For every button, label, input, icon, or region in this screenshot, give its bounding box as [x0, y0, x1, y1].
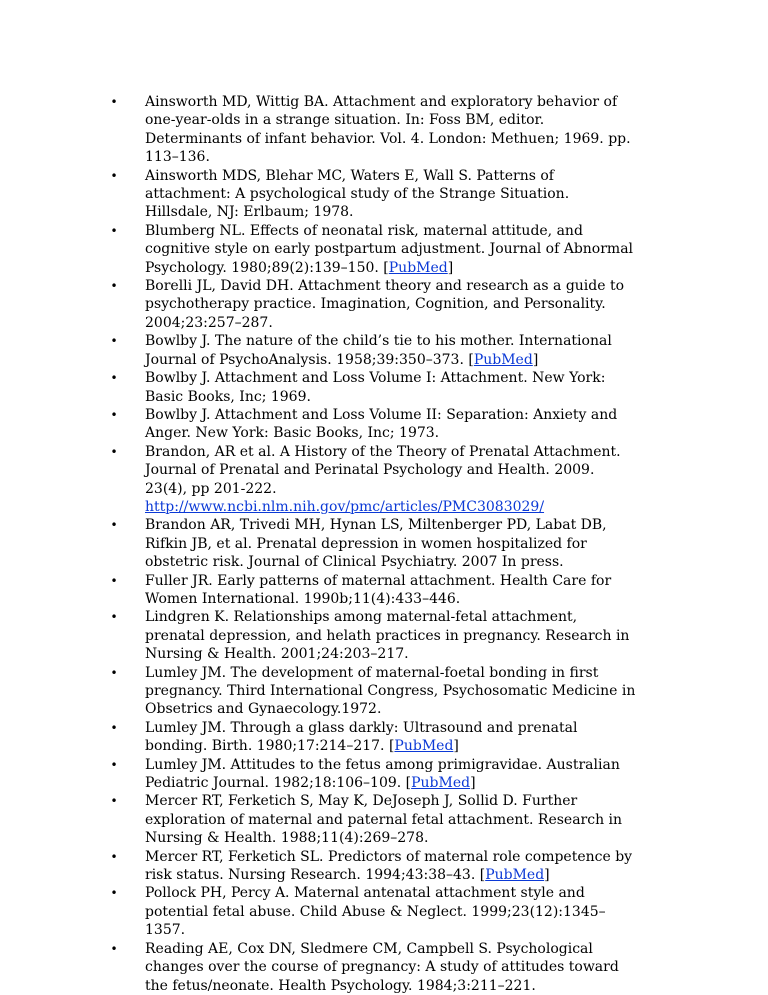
reference-item: [108, 369, 638, 406]
reference-text: Bowlby J. Attachment and Loss Volume I: Attachment. New York: Basic Books, Inc; 1969.: [145, 370, 606, 405]
bullet-icon: [108, 443, 120, 461]
reference-text: Pollock PH, Percy A. Maternal antenatal attachment style and potential fetal abuse. Child Abuse & Neglect. 1999;23(12):1345–1357.: [145, 885, 606, 939]
reference-text: Lumley JM. Through a glass darkly: Ultrasound and prenatal bonding. Birth. 1980;17:214–217. [: [145, 719, 578, 755]
bullet-icon: [108, 756, 120, 774]
bullet-icon: [108, 884, 120, 902]
reference-text: Ainsworth MD, Wittig BA. Attachment and exploratory behavior of one-year-olds in a strange situation. In: Foss BM, editor. Determinants of infant behavior. Vol. 4. London: Methuen; 1969. pp. 113–136.: [145, 94, 631, 166]
reference-text: Blumberg NL. Effects of neonatal risk, maternal attitude, and cognitive style on early postpartum adjustment. Journal of Abnormal Psychology. 1980;89(2):139–150. [: [145, 222, 634, 276]
bullet-icon: [108, 572, 120, 590]
bullet-icon: [108, 940, 120, 958]
reference-text-suffix: ]: [453, 738, 459, 755]
bullet-icon: [108, 664, 120, 682]
bullet-icon: [108, 369, 120, 387]
bullet-icon: [108, 516, 120, 534]
reference-item: [108, 664, 638, 719]
reference-item: [108, 756, 638, 793]
reference-text-suffix: ]: [470, 775, 476, 792]
bullet-icon: [108, 406, 120, 424]
reference-text: Fuller JR. Early patterns of maternal attachment. Health Care for Women International. 1990b;11(4):433–446.: [145, 572, 612, 607]
reference-item: [108, 848, 638, 885]
reference-text-suffix: ]: [532, 351, 539, 368]
reference-text-suffix: ]: [447, 259, 454, 276]
pubmed-link[interactable]: PubMed: [411, 775, 471, 792]
reference-text: Lindgren K. Relationships among maternal-fetal attachment, prenatal depression, and helath practices in pregnancy. Research in Nursing & Health. 2001;24:203–217.: [145, 609, 630, 663]
reference-item: [108, 940, 638, 995]
bullet-icon: [108, 608, 120, 626]
reference-item: [108, 516, 638, 571]
reference-item: [108, 443, 638, 517]
reference-text: Mercer RT, Ferketich SL. Predictors of maternal role competence by risk status. Nursing Research. 1994;43:38–43. [: [145, 848, 633, 884]
reference-text: Reading AE, Cox DN, Sledmere CM, Campbell S. Psychological changes over the course of pregnancy: A study of attitudes toward the fetus/neonate. Health Psychology. 1984;3:211–221.: [145, 940, 619, 994]
bullet-icon: [108, 332, 120, 350]
reference-text: Lumley JM. Attitudes to the fetus among primigravidae. Australian Pediatric Journal. 1982;18:106–109. [: [145, 756, 620, 792]
reference-list: [108, 93, 638, 995]
bullet-icon: [108, 167, 120, 185]
reference-item: [108, 167, 638, 222]
reference-text: Lumley JM. The development of maternal-foetal bonding in first pregnancy. Third International Congress, Psychosomatic Medicine in Obsetrics and Gynaecology.1972.: [145, 664, 636, 718]
bullet-icon: [108, 222, 120, 240]
reference-text: Brandon, AR et al. A History of the Theory of Prenatal Attachment. Journal of Prenatal and Perinatal Psychology and Health. 2009. 23(4), pp 201-222.: [145, 443, 621, 497]
pubmed-link[interactable]: PubMed: [394, 738, 454, 755]
reference-item: [108, 277, 638, 332]
article-url-link[interactable]: http://www.ncbi.nlm.nih.gov/pmc/articles/PMC3083029/: [145, 498, 545, 515]
reference-item: [108, 93, 638, 167]
reference-item: [108, 572, 638, 609]
reference-text: Mercer RT, Ferketich S, May K, DeJoseph J, Sollid D. Further exploration of maternal and paternal fetal attachment. Research in Nursing & Health. 1988;11(4):269–278.: [145, 793, 623, 847]
reference-item: [108, 884, 638, 939]
reference-text: Ainsworth MDS, Blehar MC, Waters E, Wall S. Patterns of attachment: A psychological study of the Strange Situation. Hillsdale, NJ: Erlbaum; 1978.: [145, 167, 570, 221]
reference-text: Borelli JL, David DH. Attachment theory and research as a guide to psychotherapy practice. Imagination, Cognition, and Personality. 2004;23:257–287.: [145, 278, 625, 331]
pubmed-link[interactable]: PubMed: [388, 259, 448, 276]
reference-item: [108, 719, 638, 756]
reference-text: Bowlby J. Attachment and Loss Volume II: Separation: Anxiety and Anger. New York: Basic Books, Inc; 1973.: [145, 406, 618, 442]
reference-text: Bowlby J. The nature of the child’s tie to his mother. International Journal of PsychoAnalysis. 1958;39:350–373. [: [145, 333, 612, 368]
bullet-icon: [108, 93, 120, 111]
bullet-icon: [108, 277, 120, 295]
pubmed-link[interactable]: PubMed: [473, 351, 533, 368]
bullet-icon: [108, 792, 120, 810]
reference-item: [108, 792, 638, 847]
reference-text-suffix: ]: [544, 867, 550, 884]
reference-item: [108, 332, 638, 369]
reference-item: [108, 608, 638, 663]
reference-text: Brandon AR, Trivedi MH, Hynan LS, Miltenberger PD, Labat DB, Rifkin JB, et al. Prenatal depression in women hospitalized for obstetric risk. Journal of Clinical Psychiatry. 2007 In press.: [145, 517, 607, 571]
bullet-icon: [108, 719, 120, 737]
reference-item: [108, 222, 638, 277]
reference-item: [108, 406, 638, 443]
bullet-icon: [108, 848, 120, 866]
pubmed-link[interactable]: PubMed: [485, 867, 545, 884]
